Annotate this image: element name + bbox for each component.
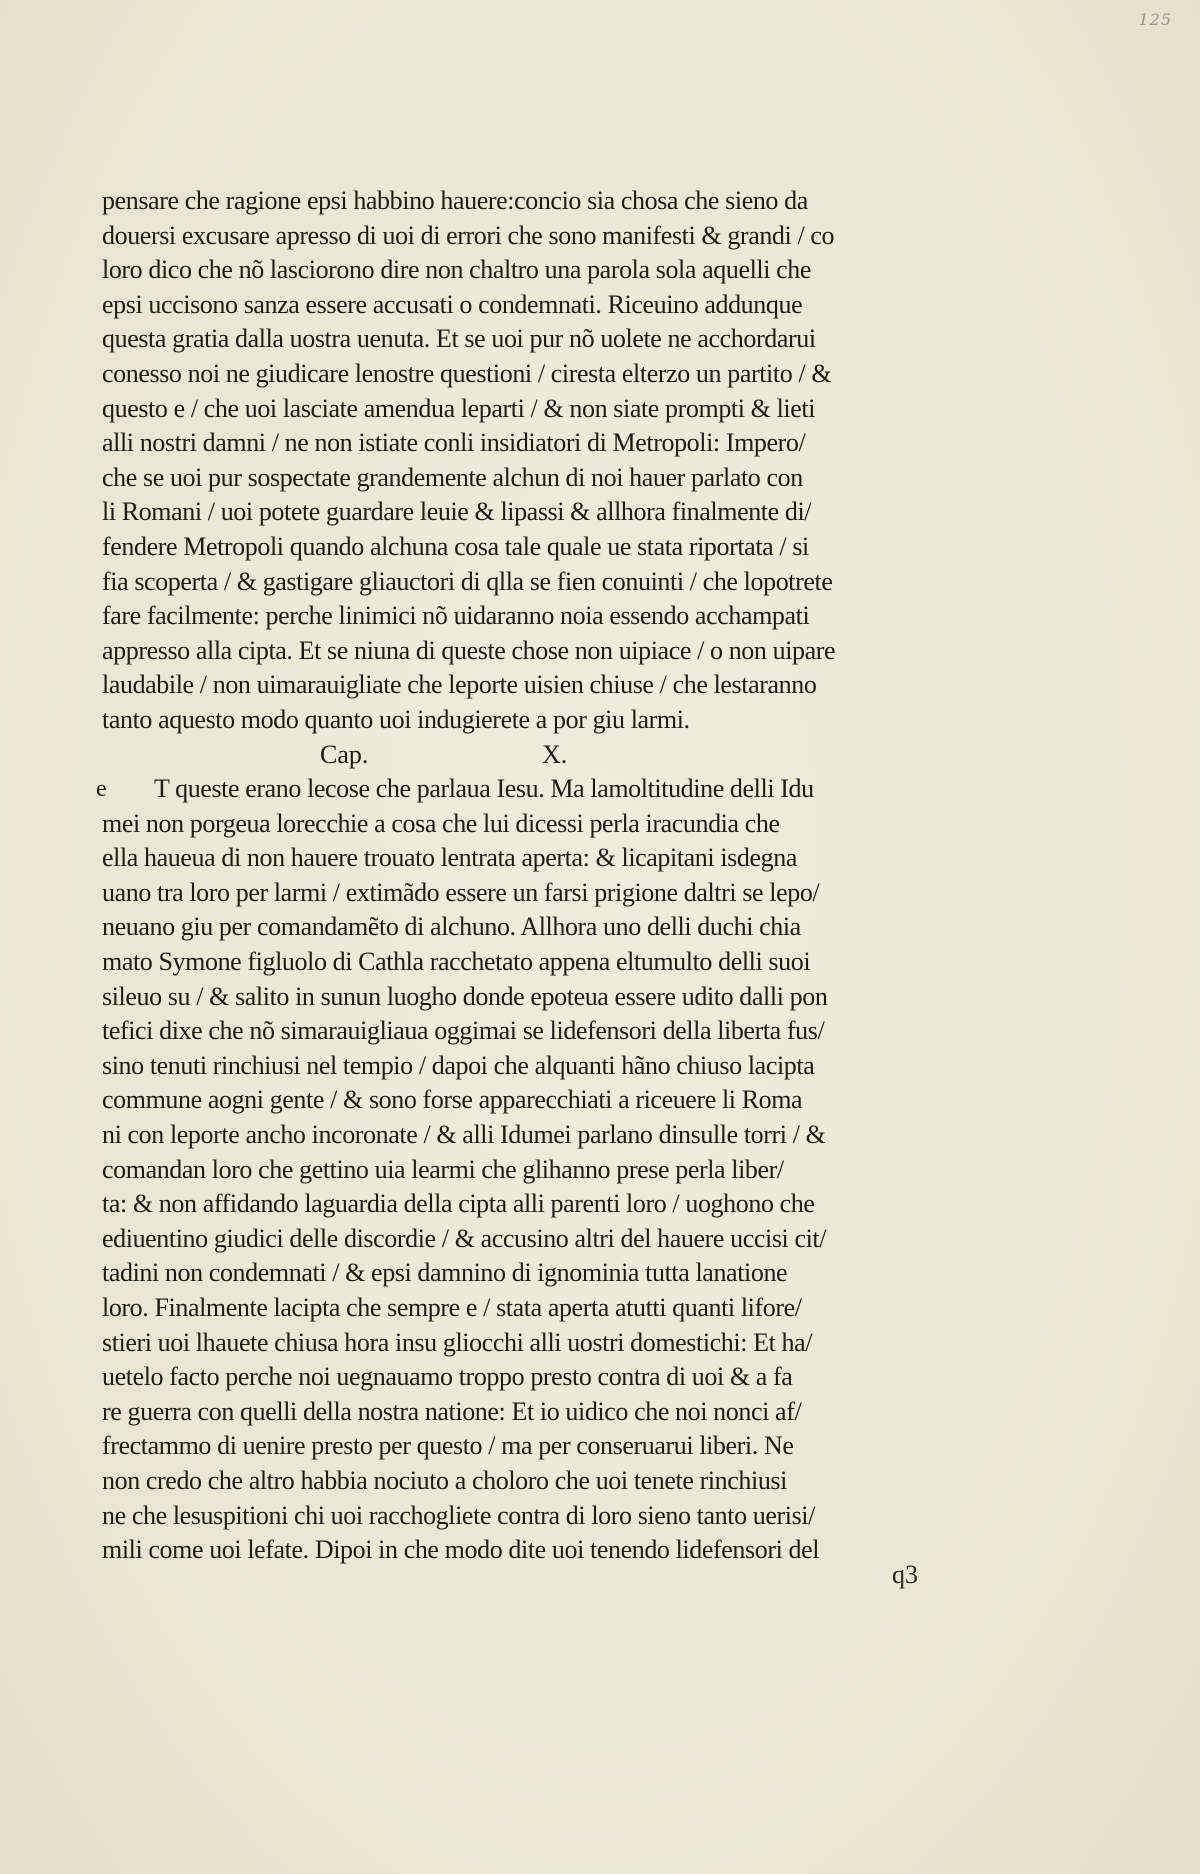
chapter-heading	[102, 738, 952, 773]
text-line: che se uoi pur sospectate grandemente alchun di noi hauer parlato con	[102, 462, 803, 492]
text-line: li Romani / uoi potete guardare leuie & lipassi & allhora finalmente di/	[102, 497, 812, 527]
text-line: questo e / che uoi lasciate amendua leparti / & non siate prompti & lieti	[102, 393, 816, 423]
text-line: sileuo su / & salito in sunun luogho donde epoteua essere udito dalli pon	[102, 981, 828, 1011]
text-line: loro dico che nõ lasciorono dire non chaltro una parola sola aquelli che	[102, 255, 812, 285]
text-line: conesso noi ne giudicare lenostre questioni / ciresta elterzo un partito / &	[102, 358, 832, 388]
text-line: stieri uoi lhauete chiusa hora insu gliocchi alli uostri domestichi: Et ha/	[102, 1327, 813, 1357]
text-line: mato Symone figluolo di Cathla racchetato appena eltumulto delli suoi	[102, 947, 811, 977]
signature-mark: q3	[892, 1560, 918, 1589]
chapter-first-line	[96, 772, 952, 807]
text-line: ella haueua di non hauere trouato lentrata aperta: & licapitani isdegna	[102, 843, 797, 873]
text-line: ediuentino giudici delle discordie / & accusino altri del hauere uccisi cit/	[102, 1223, 827, 1253]
text-line: ta: & non affidando laguardia della cipta alli parenti loro / uoghono che	[102, 1189, 815, 1219]
text-line: tadini non condemnati / & epsi damnino di ignominia tutta lanatione	[102, 1258, 788, 1288]
text-line: non credo che altro habbia nociuto a choloro che uoi tenete rinchiusi	[102, 1465, 787, 1495]
text-line: ne che lesuspitioni chi uoi racchogliete contra di loro sieno tanto uerisi/	[102, 1500, 815, 1530]
chapter-number: X.	[542, 739, 568, 769]
text-line: fendere Metropoli quando alchuna cosa tale quale ue stata riportata / si	[102, 531, 809, 561]
text-line: loro. Finalmente lacipta che sempre e / stata aperta atutti quanti lifore/	[102, 1293, 802, 1322]
folio-number: 125	[1138, 10, 1172, 29]
text-line: epsi uccisono sanza essere accusati o condemnati. Riceuino addunque	[102, 289, 803, 319]
text-line: tanto aquesto modo quanto uoi indugierete a por giu larmi.	[102, 704, 690, 734]
text-line: mili come uoi lefate. Dipoi in che modo dite uoi tenendo lidefensori del	[102, 1535, 820, 1565]
text-line: mei non porgeua lorecchie a cosa che lui dicessi perla iracundia che	[102, 808, 780, 838]
text-line: tefici dixe che nõ simarauigliaua oggimai se lidefensori della liberta fus/	[102, 1016, 825, 1046]
text-line: laudabile / non uimarauigliate che leporte uisien chiuse / che lestaranno	[102, 670, 817, 700]
text-line: questa gratia dalla uostra uenuta. Et se uoi pur nõ uolete ne acchordarui	[102, 324, 816, 354]
paragraph-before-chapter	[102, 184, 952, 738]
text-block	[96, 184, 952, 1568]
text-line: appresso alla cipta. Et se niuna di queste chose non uipiace / o non uipare	[102, 635, 836, 665]
text-line: uetelo facto perche noi uegnauamo troppo presto contra di uoi & a fa	[102, 1362, 793, 1392]
text-line: douersi excusare apresso di uoi di errori che sono manifesti & grandi / co	[102, 220, 835, 250]
text-line: neuano giu per comandamẽto di alchuno. Allhora uno delli duchi chia	[102, 912, 801, 942]
guide-letter: e	[96, 776, 107, 803]
text-line: fare facilmente: perche linimici nõ uidaranno noia essendo acchampati	[102, 601, 810, 631]
text-line: pensare che ragione epsi habbino hauere:concio sia chosa che sieno da	[102, 186, 808, 215]
chapter-cap-label: Cap.	[320, 739, 369, 769]
text-line: sino tenuti rinchiusi nel tempio / dapoi che alquanti hãno chiuso lacipta	[102, 1050, 815, 1080]
text-line: alli nostri damni / ne non istiate conli insidiatori di Metropoli: Impero/	[102, 428, 806, 458]
text-line: commune aogni gente / & sono forse apparecchiati a riceuere li Roma	[102, 1085, 803, 1115]
text-line: uano tra loro per larmi / extimãdo essere un farsi prigione daltri se lepo/	[102, 877, 820, 907]
first-line-text: T queste erano lecose che parlaua Iesu. Ma lamoltitudine delli Idu	[154, 774, 814, 804]
text-line: ni con leporte ancho incoronate / & alli Idumei parlano dinsulle torri / &	[102, 1120, 826, 1150]
text-line: frectammo di uenire presto per questo / ma per conseruarui liberi. Ne	[102, 1431, 794, 1461]
text-line: comandan loro che gettino uia learmi che glihanno prese perla liber/	[102, 1154, 784, 1184]
paragraph-after-chapter	[102, 807, 952, 1568]
text-line: re guerra con quelli della nostra natione: Et io uidico che noi nonci af/	[102, 1396, 802, 1426]
text-line: fia scoperta / & gastigare gliauctori di qlla se fien conuinti / che lopotrete	[102, 566, 833, 596]
